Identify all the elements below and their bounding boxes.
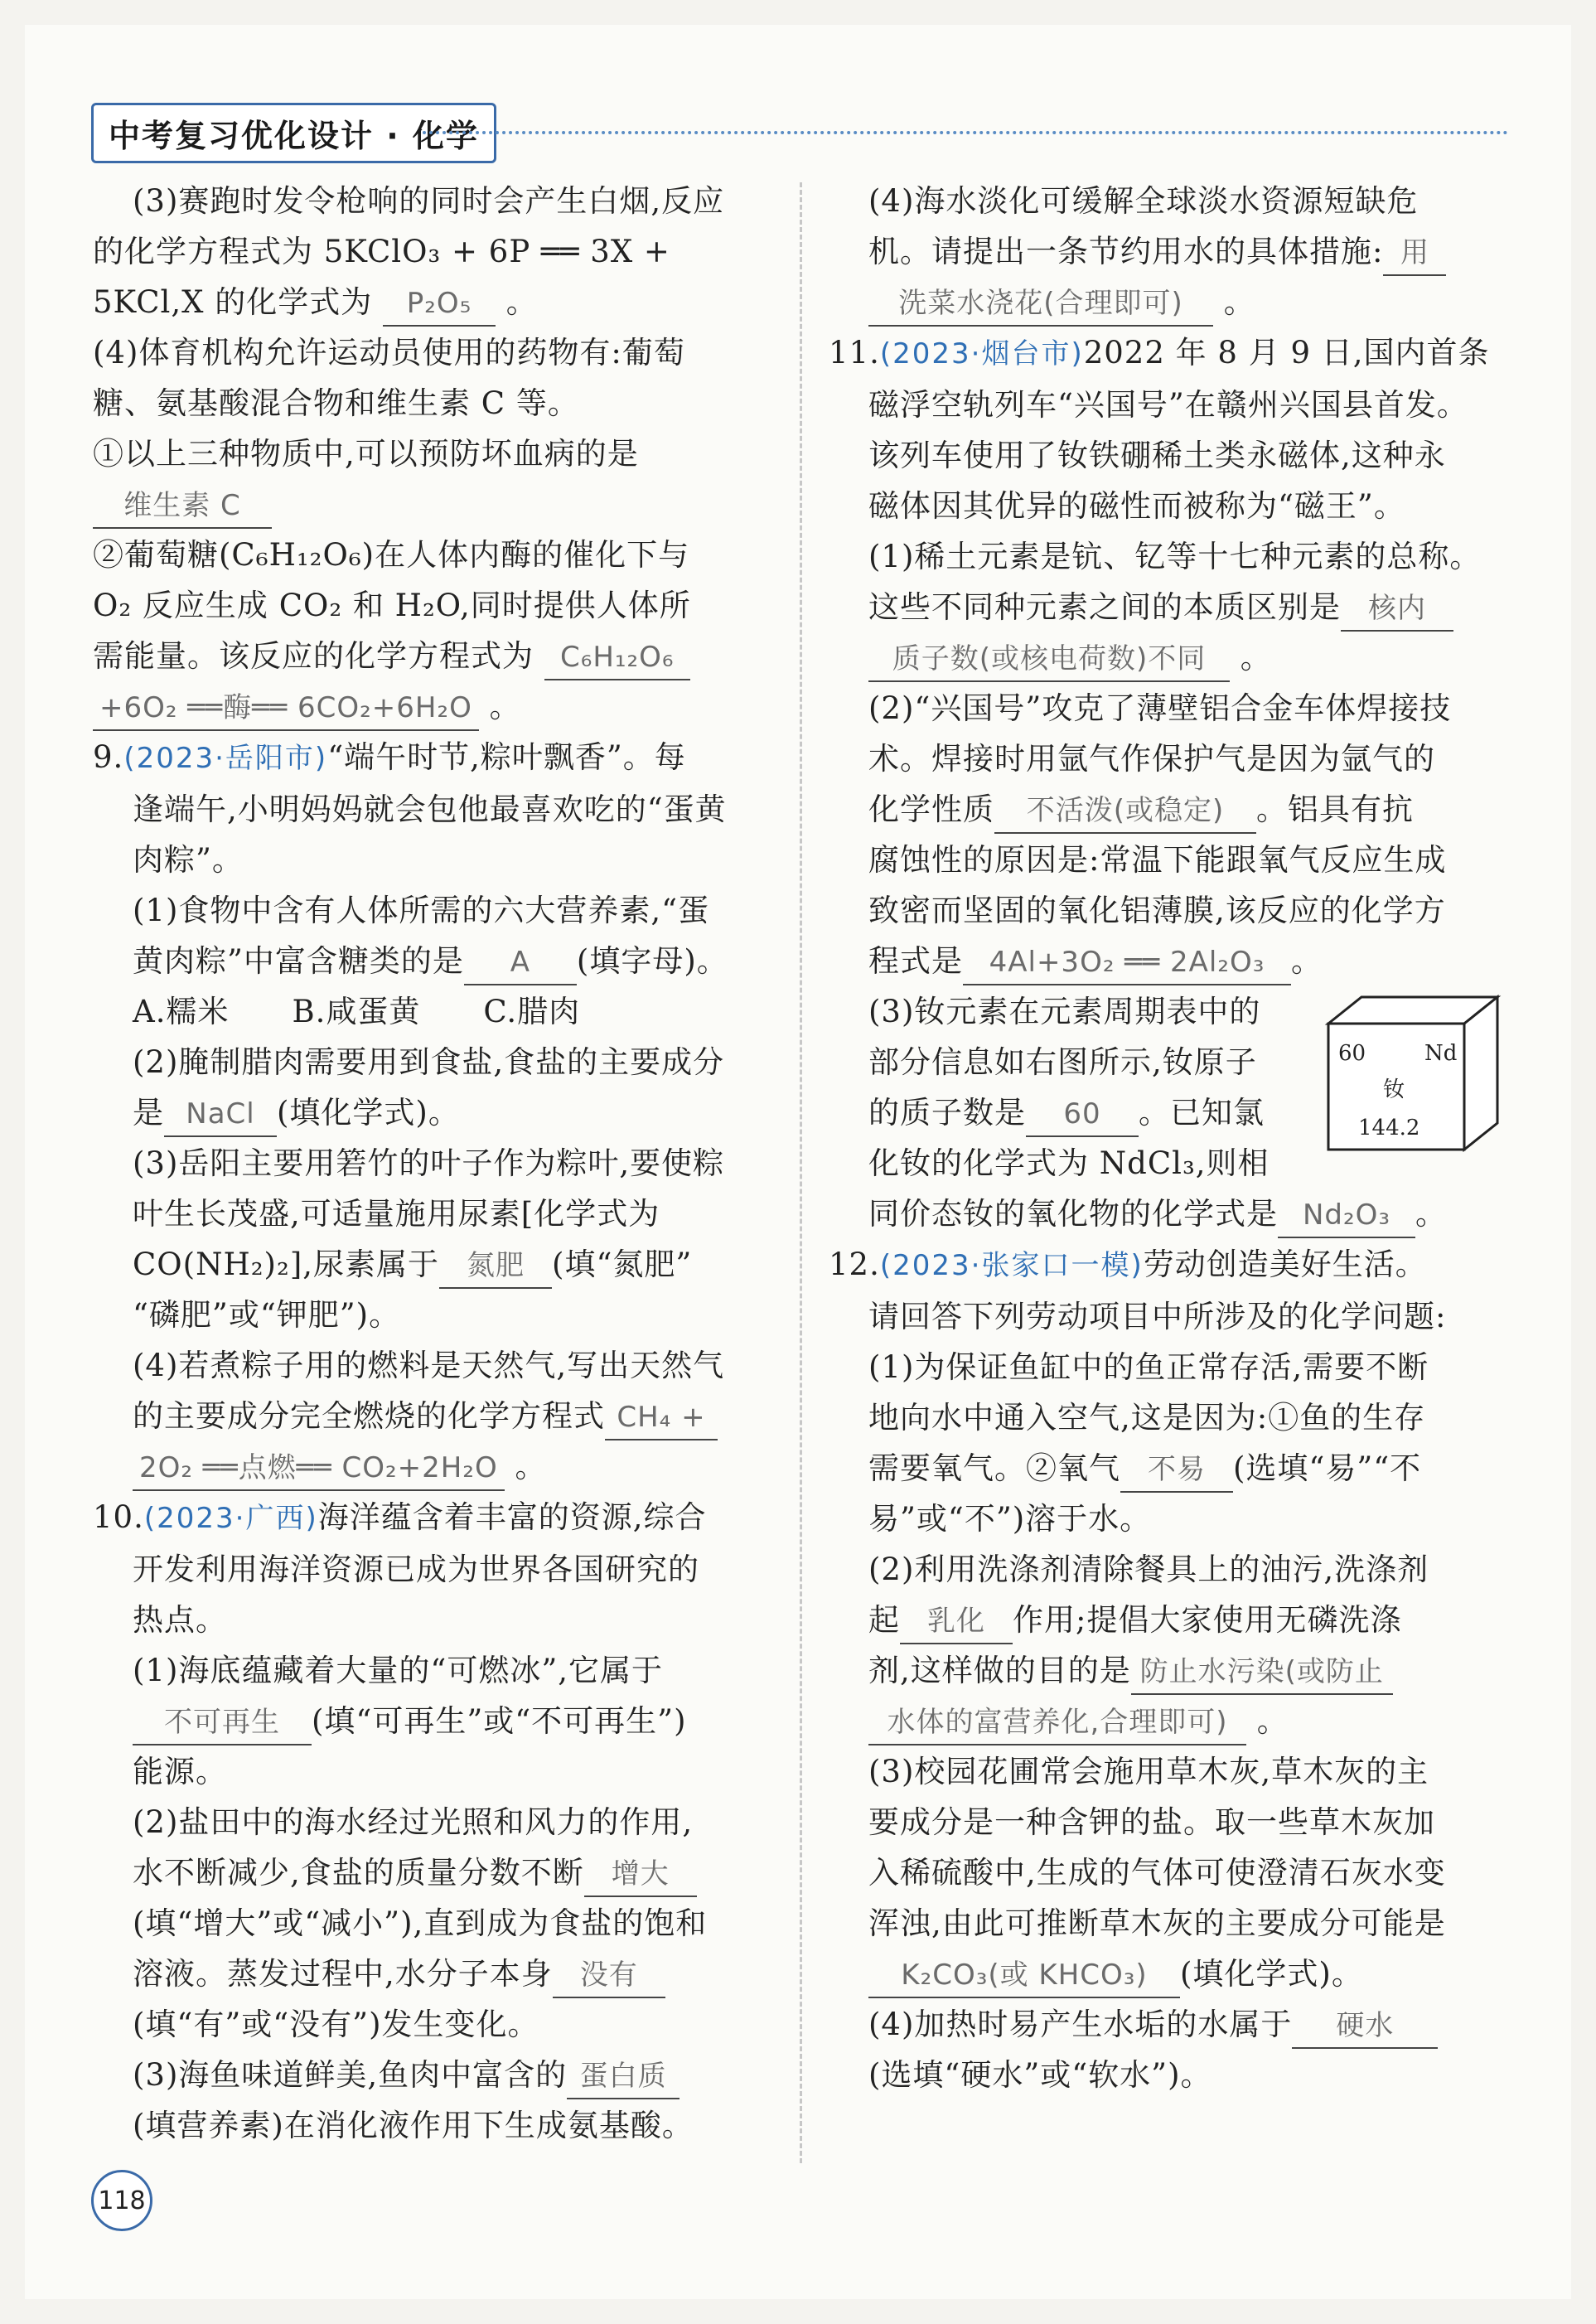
text-line: (选填“硬水”或“软水”)。 [868, 2057, 1212, 2093]
text: 作用;提倡大家使用无磷洗涤 [1013, 1602, 1402, 1638]
text: 水不断减少,食盐的质量分数不断 [133, 1855, 584, 1891]
answer-blank: 不易 [1120, 1448, 1233, 1493]
text-line: 磁浮空轨列车“兴国号”在赣州兴国县首发。 [868, 387, 1468, 423]
text-line: (3)校园花圃常会施用草木灰,草木灰的主 [868, 1754, 1429, 1789]
question-number: 9. [93, 739, 124, 775]
text: 。 [1291, 943, 1323, 979]
answer-blank: NaCl [164, 1092, 277, 1137]
text: 。 [515, 1449, 547, 1484]
question-number: 10. [93, 1499, 144, 1535]
text: 。 [489, 689, 521, 724]
text-line: (1)海底蕴藏着大量的“可燃冰”,它属于 [133, 1653, 664, 1688]
answer-blank: A [464, 941, 577, 985]
element-symbol: Nd [1424, 1041, 1458, 1066]
text-line: O₂ 反应生成 CO₂ 和 H₂O,同时提供人体所 [93, 588, 691, 623]
text: 。 [1256, 1703, 1289, 1739]
text: 需能量。该反应的化学方程式为 [93, 638, 534, 674]
text: 溶液。蒸发过程中,水分子本身 [133, 1956, 553, 1992]
element-name: 钕 [1383, 1077, 1405, 1102]
text-line: ①以上三种物质中,可以预防坏血病的是 [93, 436, 639, 472]
text-line: 化钕的化学式为 NdCl₃,则相 [868, 1145, 1270, 1181]
text-line: 热点。 [133, 1602, 227, 1638]
answer-blank: 水体的富营养化,合理即可) [868, 1701, 1246, 1745]
answer-blank: 不活泼(或稳定) [994, 789, 1256, 834]
text: 。 [505, 284, 538, 320]
text-line: 糖、氨基酸混合物和维生素 C 等。 [93, 385, 579, 421]
text-line: (4)若煮粽子用的燃料是天然气,写出天然气 [133, 1348, 725, 1383]
answer-blank: 60 [1026, 1092, 1139, 1137]
answer-blank: 没有 [553, 1954, 665, 1998]
text: 。铝具有抗 [1256, 792, 1414, 827]
text-line: 部分信息如右图所示,钕原子 [868, 1044, 1257, 1080]
text-line: ②葡萄糖(C₆H₁₂O₆)在人体内酶的催化下与 [93, 537, 690, 573]
text-line: (填“有”或“没有”)发生变化。 [133, 2007, 539, 2042]
text-line: 叶生长茂盛,可适量施用尿素[化学式为 [133, 1196, 660, 1232]
text: 同价态钕的氧化物的化学式是 [868, 1196, 1278, 1232]
page-number: 118 [91, 2170, 152, 2231]
answer-blank: +6O₂ ══酶══ 6CO₂+6H₂O [93, 686, 479, 731]
text: (填化学式)。 [277, 1095, 460, 1131]
text-line: (3)钕元素在元素周期表中的 [868, 994, 1261, 1029]
text-line: (填营养素)在消化液作用下生成氨基酸。 [133, 2108, 694, 2143]
text-line: (4)海水淡化可缓解全球淡水资源短缺危 [868, 183, 1419, 219]
answer-blank: K₂CO₃(或 KHCO₃) [868, 1954, 1180, 1998]
text-line: 致密而坚固的氧化铝薄膜,该反应的化学方 [868, 893, 1446, 928]
text-line: (2)“兴国号”攻克了薄壁铝合金车体焊接技 [868, 690, 1452, 726]
text: 5KCl,X 的化学式为 [93, 284, 373, 320]
text-line: (3)赛跑时发令枪响的同时会产生白烟,反应 [133, 183, 725, 219]
text: 。已知氯 [1139, 1095, 1265, 1131]
source-tag: (2023·张家口一模) [879, 1249, 1144, 1282]
text: 。 [1415, 1196, 1447, 1232]
source-tag: (2023·岳阳市) [123, 742, 328, 775]
text: (填“氮肥” [552, 1247, 693, 1282]
answer-blank: 洗菜水浇花(合理即可) [868, 282, 1213, 327]
text: CO(NH₂)₂],尿素属于 [133, 1247, 440, 1282]
text: 是 [133, 1095, 164, 1131]
text-line: (填“增大”或“减小”),直到成为食盐的饱和 [133, 1905, 708, 1941]
header-title: 中考复习优化设计 · 化学 [91, 103, 496, 163]
text-line: 磁体因其优异的磁性而被称为“磁王”。 [868, 488, 1405, 524]
text-line: 术。焊接时用氩气作保护气是因为氩气的 [868, 741, 1435, 777]
text-line: 请回答下列劳动项目中所涉及的化学问题: [868, 1299, 1447, 1334]
text-line: 逢端午,小明妈妈就会包他最喜欢吃的“蛋黄 [133, 792, 727, 827]
text-line: 浑浊,由此可推断草木灰的主要成分可能是 [868, 1905, 1446, 1941]
text: 黄肉粽”中富含糖类的是 [133, 943, 464, 979]
text: 这些不同种元素之间的本质区别是 [868, 589, 1341, 625]
text-line: (2)利用洗涤剂清除餐具上的油污,洗涤剂 [868, 1552, 1429, 1587]
text-line: 该列车使用了钕铁硼稀土类永磁体,这种永 [868, 438, 1446, 473]
text: (填字母)。 [576, 943, 728, 979]
answer-blank: 氮肥 [439, 1244, 552, 1289]
text-line: 开发利用海洋资源已成为世界各国研究的 [133, 1552, 699, 1587]
text: 剂,这样做的目的是 [868, 1653, 1131, 1688]
answer-blank: 硬水 [1292, 2004, 1438, 2049]
answer-blank: 蛋白质 [567, 2055, 680, 2099]
text: 。 [1223, 284, 1255, 320]
answer-blank: 防止水污染(或防止 [1131, 1650, 1393, 1695]
left-column [93, 176, 772, 2151]
source-tag: (2023·广西) [143, 1502, 318, 1535]
text: 机。请提出一条节约用水的具体措施: [868, 234, 1384, 269]
answer-blank: 核内 [1341, 587, 1453, 632]
text: 起 [868, 1602, 900, 1638]
text: 2022 年 8 月 9 日,国内首条 [1083, 335, 1490, 370]
answer-blank: 维生素 C [93, 484, 272, 529]
text: 程式是 [868, 943, 963, 979]
answer-blank: CH₄ + [605, 1396, 718, 1440]
text: “端午时节,粽叶飘香”。每 [327, 739, 686, 775]
answer-blank: 质子数(或核电荷数)不同 [868, 637, 1230, 682]
text: (选填“易”“不 [1233, 1450, 1422, 1486]
text: 化学性质 [868, 792, 994, 827]
text-line: 易”或“不”)溶于水。 [868, 1501, 1152, 1537]
text-line: (2)盐田中的海水经过光照和风力的作用, [133, 1804, 694, 1840]
text: (4)加热时易产生水垢的水属于 [868, 2007, 1293, 2042]
answer-blank: 用 [1383, 231, 1446, 276]
text-line: “磷肥”或“钾肥”)。 [133, 1297, 401, 1333]
text-line: (2)腌制腊肉需要用到食盐,食盐的主要成分 [133, 1044, 725, 1080]
text-line: (4)体育机构允许运动员使用的药物有:葡萄 [93, 335, 685, 370]
text: 海洋蕴含着丰富的资源,综合 [317, 1499, 707, 1535]
text-line: 地向水中通入空气,这是因为:①鱼的生存 [868, 1400, 1426, 1436]
answer-blank: P₂O₅ [383, 282, 496, 327]
text: 的主要成分完全燃烧的化学方程式 [133, 1398, 605, 1434]
text-line: 入稀硫酸中,生成的气体可使澄清石灰水变 [868, 1855, 1446, 1891]
text-line: (1)稀土元素是钪、钇等十七种元素的总称。 [868, 539, 1482, 574]
answer-blank: Nd₂O₃ [1278, 1193, 1415, 1238]
element-mass: 144.2 [1358, 1116, 1420, 1140]
answer-blank: C₆H₁₂O₆ [544, 636, 690, 680]
text: 。 [1240, 640, 1272, 675]
text-line: 的化学方程式为 5KClO₃ + 6P ══ 3X + [93, 234, 670, 269]
column-divider [800, 182, 802, 2163]
source-tag: (2023·烟台市) [879, 337, 1084, 370]
text-line: (1)为保证鱼缸中的鱼正常存活,需要不断 [868, 1349, 1429, 1385]
text-line: 腐蚀性的原因是:常温下能跟氧气反应生成 [868, 842, 1447, 878]
text: (填化学式)。 [1180, 1956, 1363, 1992]
text: (填“可再生”或“不可再生”) [312, 1703, 687, 1739]
text-line: 肉粽”。 [133, 842, 244, 878]
text: 需要氧气。②氧气 [868, 1450, 1120, 1486]
question-number: 12. [829, 1247, 880, 1282]
answer-blank: 2O₂ ══点燃══ CO₂+2H₂O [133, 1446, 505, 1491]
text: 劳动创造美好生活。 [1143, 1247, 1427, 1282]
text-line: A.糯米 B.咸蛋黄 C.腊肉 [133, 994, 581, 1029]
text: (3)海鱼味道鲜美,鱼肉中富含的 [133, 2057, 568, 2093]
text-line: (3)岳阳主要用箬竹的叶子作为粽叶,要使粽 [133, 1145, 725, 1181]
text-line: 能源。 [133, 1754, 227, 1789]
text: 的质子数是 [868, 1095, 1026, 1131]
periodic-element-card [1322, 990, 1504, 1156]
element-number: 60 [1338, 1041, 1366, 1066]
question-number: 11. [829, 335, 880, 370]
answer-blank: 4Al+3O₂ ══ 2Al₂O₃ [963, 941, 1291, 985]
answer-blank: 乳化 [900, 1600, 1013, 1644]
text-line: 要成分是一种含钾的盐。取一些草木灰加 [868, 1804, 1435, 1840]
answer-blank: 增大 [584, 1852, 697, 1897]
text-line: (1)食物中含有人体所需的六大营养素,“蛋 [133, 893, 710, 928]
header-dotted-rule [423, 131, 1508, 134]
answer-blank: 不可再生 [133, 1701, 312, 1745]
